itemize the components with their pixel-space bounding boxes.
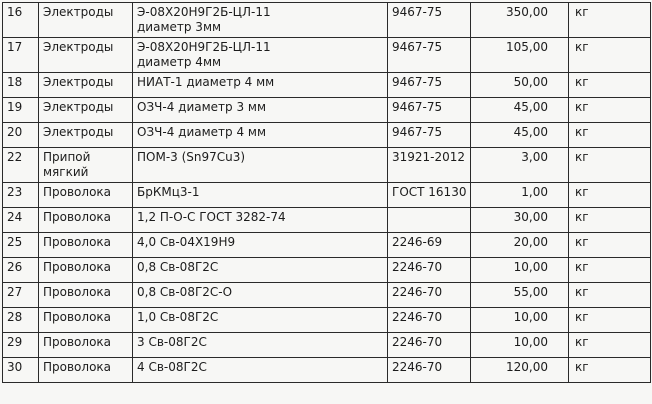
- unit-cell: кг: [569, 73, 651, 98]
- unit-cell: кг: [569, 233, 651, 258]
- item-spec-cell: [133, 258, 388, 283]
- row-number-cell: 26: [3, 258, 39, 283]
- quantity-cell: 30,00: [471, 208, 569, 233]
- item-name-cell-line: Проволока: [43, 310, 112, 324]
- table-row: [3, 208, 651, 233]
- item-spec-cell: [133, 333, 388, 358]
- quantity-cell: 20,00: [471, 233, 569, 258]
- row-number-cell: 30: [3, 358, 39, 383]
- unit-cell: кг: [569, 333, 651, 358]
- standard-cell: 9467-75: [388, 123, 471, 148]
- quantity-cell: 1,00: [471, 183, 569, 208]
- table-row: [3, 283, 651, 308]
- quantity-cell: 50,00: [471, 73, 569, 98]
- item-name-cell-line: Проволока: [43, 260, 112, 274]
- item-spec-cell-line: ОЗЧ-4 диаметр 3 мм: [137, 100, 267, 114]
- item-name-cell: [39, 208, 133, 233]
- row-number-cell: 29: [3, 333, 39, 358]
- quantity-cell: 10,00: [471, 333, 569, 358]
- row-number-cell: 17: [3, 38, 39, 73]
- item-spec-cell-line: 0,8 Св-08Г2С: [137, 260, 219, 274]
- item-spec-cell: [133, 358, 388, 383]
- item-name-cell-line: Припой: [43, 150, 91, 164]
- quantity-cell: 45,00: [471, 123, 569, 148]
- standard-cell: ГОСТ 16130: [388, 183, 471, 208]
- item-name-cell-line: Электроды: [43, 75, 114, 89]
- item-name-cell-line: Проволока: [43, 360, 112, 374]
- table-row: [3, 233, 651, 258]
- item-spec-cell: [133, 233, 388, 258]
- item-spec-cell-line: 1,2 П-О-С ГОСТ 3282-74: [137, 210, 286, 224]
- table-row: [3, 38, 651, 73]
- item-name-cell-line: Проволока: [43, 285, 112, 299]
- item-spec-cell-line: НИАТ-1 диаметр 4 мм: [137, 75, 275, 89]
- quantity-cell: 10,00: [471, 308, 569, 333]
- item-spec-cell-line: ПОМ-3 (Sn97Cu3): [137, 150, 246, 164]
- item-spec-cell-line: 4 Св-08Г2С: [137, 360, 207, 374]
- standard-cell: 2246-70: [388, 358, 471, 383]
- standard-cell: 31921-2012: [388, 148, 471, 183]
- standard-cell: 9467-75: [388, 73, 471, 98]
- row-number-cell: 24: [3, 208, 39, 233]
- item-spec-cell: [133, 283, 388, 308]
- item-spec-cell-line: ОЗЧ-4 диаметр 4 мм: [137, 125, 267, 139]
- item-name-cell: [39, 3, 133, 38]
- quantity-cell: 120,00: [471, 358, 569, 383]
- item-spec-cell: [133, 123, 388, 148]
- row-number-cell: 19: [3, 98, 39, 123]
- item-name-cell-line: Электроды: [43, 40, 114, 54]
- item-name-cell: [39, 233, 133, 258]
- table-row: [3, 333, 651, 358]
- table-row: [3, 358, 651, 383]
- item-spec-cell: [133, 38, 388, 73]
- materials-table: [2, 2, 651, 383]
- unit-cell: кг: [569, 283, 651, 308]
- item-spec-cell-line: 3 Св-08Г2С: [137, 335, 207, 349]
- table-row: [3, 308, 651, 333]
- item-spec-cell-line: 0,8 Св-08Г2С-О: [137, 285, 233, 299]
- item-name-cell: [39, 98, 133, 123]
- row-number-cell: 28: [3, 308, 39, 333]
- unit-cell: кг: [569, 208, 651, 233]
- item-spec-cell: [133, 183, 388, 208]
- item-spec-cell: [133, 3, 388, 38]
- row-number-cell: 25: [3, 233, 39, 258]
- standard-cell: 9467-75: [388, 38, 471, 73]
- item-spec-cell-line: 1,0 Св-08Г2С: [137, 310, 219, 324]
- standard-cell: 2246-70: [388, 258, 471, 283]
- item-name-cell-line: Проволока: [43, 210, 112, 224]
- item-spec-cell-line: диаметр 3мм: [137, 20, 222, 34]
- item-spec-cell-line: 4,0 Св-04Х19Н9: [137, 235, 236, 249]
- item-name-cell-line: Проволока: [43, 235, 112, 249]
- item-name-cell-line: Электроды: [43, 125, 114, 139]
- unit-cell: кг: [569, 183, 651, 208]
- unit-cell: кг: [569, 148, 651, 183]
- row-number-cell: 18: [3, 73, 39, 98]
- item-name-cell-line: Проволока: [43, 335, 112, 349]
- item-name-cell-line: Электроды: [43, 100, 114, 114]
- item-name-cell-line: мягкий: [43, 165, 89, 179]
- row-number-cell: 16: [3, 3, 39, 38]
- quantity-cell: 10,00: [471, 258, 569, 283]
- item-name-cell: [39, 358, 133, 383]
- item-name-cell: [39, 183, 133, 208]
- standard-cell: 2246-70: [388, 283, 471, 308]
- standard-cell: 2246-69: [388, 233, 471, 258]
- item-name-cell: [39, 258, 133, 283]
- table-row: [3, 258, 651, 283]
- unit-cell: кг: [569, 98, 651, 123]
- table-row: [3, 183, 651, 208]
- table-row: [3, 3, 651, 38]
- quantity-cell: 45,00: [471, 98, 569, 123]
- table-row: [3, 123, 651, 148]
- quantity-cell: 350,00: [471, 3, 569, 38]
- standard-cell: [388, 208, 471, 233]
- item-name-cell: [39, 38, 133, 73]
- item-name-cell: [39, 148, 133, 183]
- item-name-cell-line: Электроды: [43, 5, 114, 19]
- row-number-cell: 20: [3, 123, 39, 148]
- row-number-cell: 22: [3, 148, 39, 183]
- item-spec-cell-line: БрКМц3-1: [137, 185, 200, 199]
- item-spec-cell-line: Э-08Х20Н9Г2Б-ЦЛ-11: [137, 40, 271, 54]
- item-spec-cell: [133, 308, 388, 333]
- standard-cell: 9467-75: [388, 3, 471, 38]
- standard-cell: 2246-70: [388, 308, 471, 333]
- unit-cell: кг: [569, 123, 651, 148]
- quantity-cell: 105,00: [471, 38, 569, 73]
- quantity-cell: 3,00: [471, 148, 569, 183]
- item-name-cell: [39, 333, 133, 358]
- item-name-cell: [39, 308, 133, 333]
- row-number-cell: 23: [3, 183, 39, 208]
- unit-cell: кг: [569, 258, 651, 283]
- standard-cell: 2246-70: [388, 333, 471, 358]
- table-row: [3, 98, 651, 123]
- standard-cell: 9467-75: [388, 98, 471, 123]
- unit-cell: кг: [569, 358, 651, 383]
- table-row: [3, 148, 651, 183]
- item-name-cell: [39, 283, 133, 308]
- item-spec-cell: [133, 208, 388, 233]
- table-row: [3, 73, 651, 98]
- item-spec-cell-line: Э-08Х20Н9Г2Б-ЦЛ-11: [137, 5, 271, 19]
- item-name-cell: [39, 123, 133, 148]
- item-name-cell: [39, 73, 133, 98]
- item-spec-cell: [133, 73, 388, 98]
- materials-table-body: [3, 3, 651, 383]
- unit-cell: кг: [569, 3, 651, 38]
- item-spec-cell: [133, 98, 388, 123]
- item-spec-cell: [133, 148, 388, 183]
- item-name-cell-line: Проволока: [43, 185, 112, 199]
- unit-cell: кг: [569, 308, 651, 333]
- quantity-cell: 55,00: [471, 283, 569, 308]
- item-spec-cell-line: диаметр 4мм: [137, 55, 222, 69]
- unit-cell: кг: [569, 38, 651, 73]
- row-number-cell: 27: [3, 283, 39, 308]
